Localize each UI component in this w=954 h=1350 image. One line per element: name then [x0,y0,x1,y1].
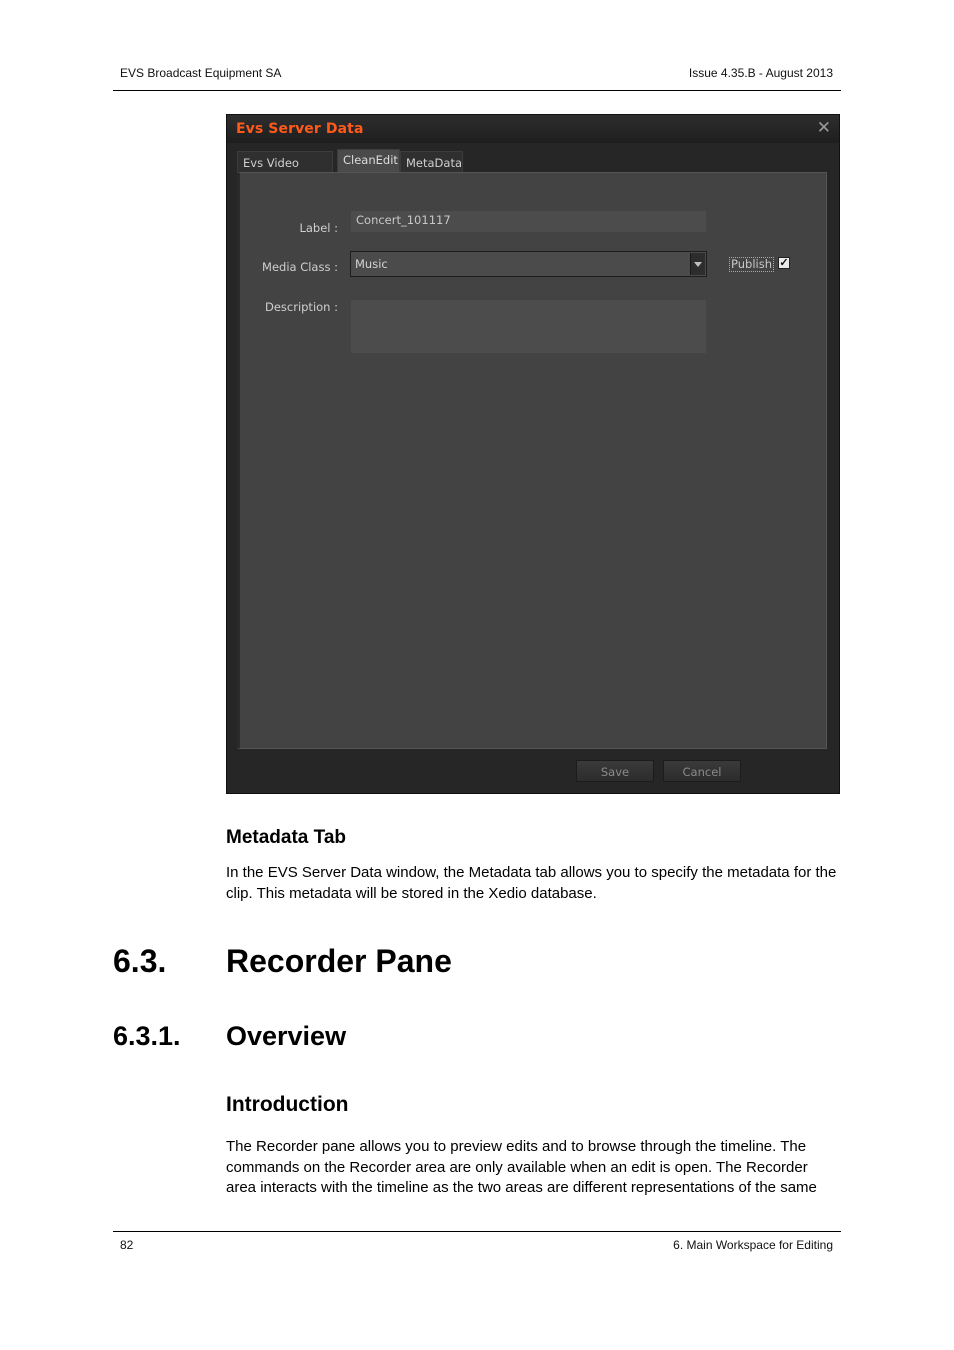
tab-evs-video-server[interactable]: Evs Video [237,151,333,173]
header-rule [113,90,841,91]
header-left: EVS Broadcast Equipment SA [120,66,282,80]
evs-server-data-dialog [226,114,840,794]
publish-checkbox[interactable]: ✓ [779,257,789,269]
subsection-number: 6.3.1. [113,1021,181,1051]
media-class-select[interactable] [350,251,707,277]
introduction-paragraph: The Recorder pane allows you to preview edits and to browse through the timeline. The commands on the Recorder area are only available when an edit is open. The Recorder area interacts with the timeline as the two areas are different representations of the same [226,1138,817,1196]
subsection-title: Overview [226,1021,347,1051]
introduction-heading: Introduction [226,1093,349,1116]
footer-rule [113,1231,841,1232]
description-input[interactable] [351,300,706,353]
cancel-button[interactable]: Cancel [663,760,741,782]
section-title: Recorder Pane [226,943,452,979]
close-icon[interactable]: ✕ [816,118,831,138]
chevron-down-icon[interactable] [690,253,705,275]
footer-chapter: 6. Main Workspace for Editing [673,1238,833,1252]
media-class-caption: Media Class : [262,260,338,274]
label-input[interactable]: Concert_101117 [351,211,706,232]
label-caption: Label : [299,221,338,235]
metadata-tab-paragraph: In the EVS Server Data window, the Metadata tab allows you to specify the metadata for the clip. This metadata will be stored in the Xedio database. [226,864,837,902]
tab-cleanedit[interactable]: CleanEdit [337,149,400,173]
media-class-value: Music [355,257,388,271]
dialog-title: Evs Server Data [236,121,364,137]
description-caption: Description : [264,300,338,314]
publish-label[interactable]: Publish [731,257,772,271]
metadata-tab-heading: Metadata Tab [226,827,347,848]
page-number: 82 [120,1238,134,1252]
tab-metadata[interactable]: MetaData [400,151,463,173]
save-button[interactable]: Save [576,760,654,782]
dialog-titlebar [227,115,839,143]
section-number: 6.3. [113,943,167,979]
header-right: Issue 4.35.B - August 2013 [688,66,833,80]
cleanedit-panel [237,172,827,749]
